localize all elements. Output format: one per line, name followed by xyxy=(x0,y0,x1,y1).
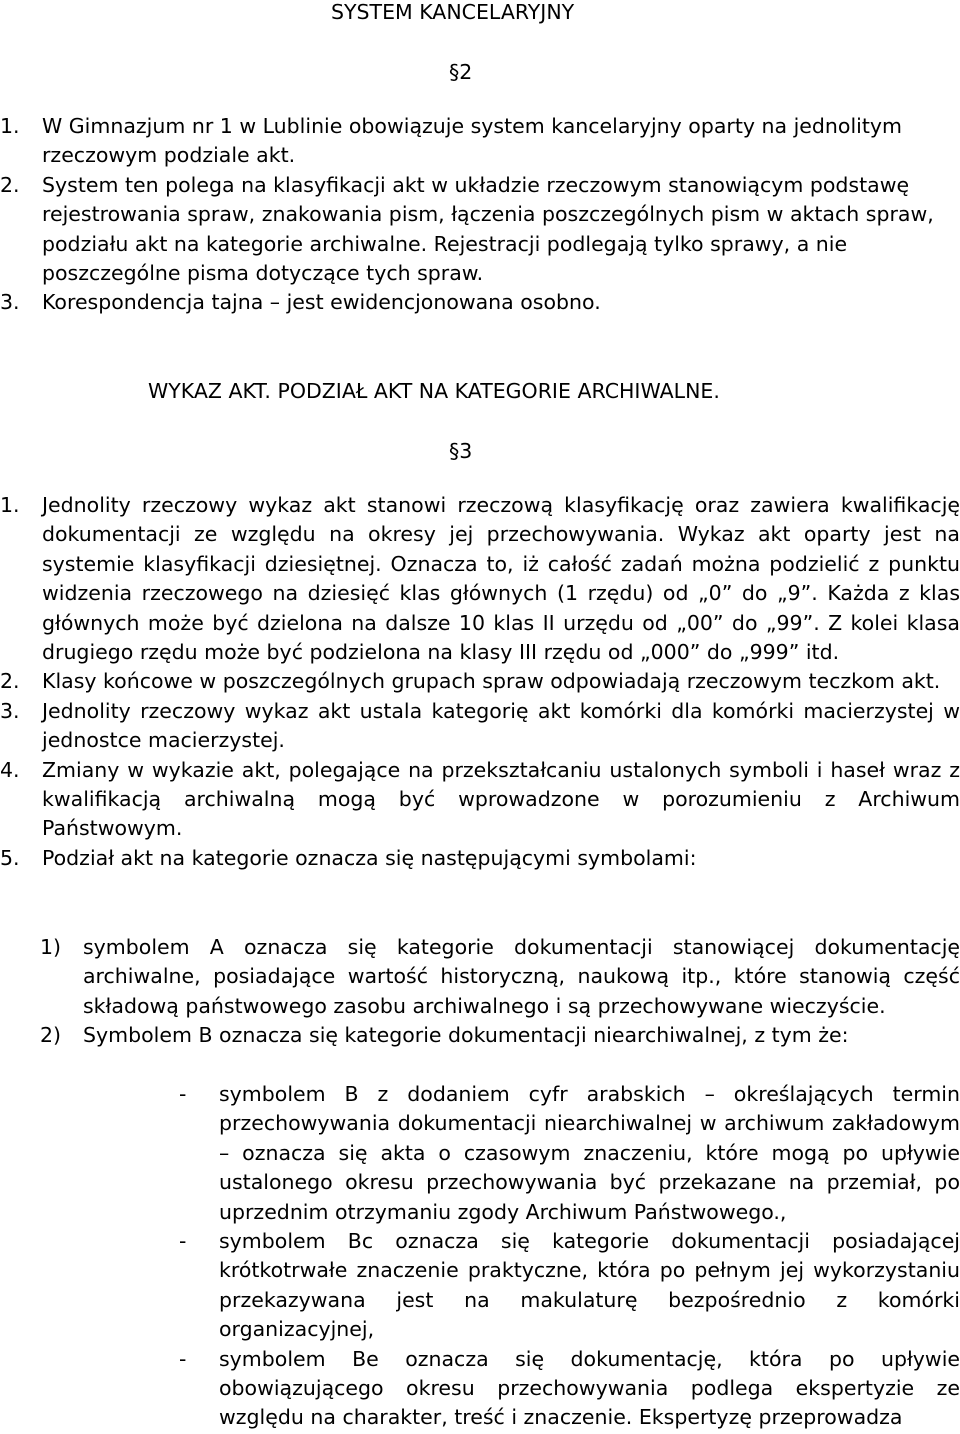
dash-item xyxy=(124,1345,960,1433)
list-item xyxy=(0,667,960,696)
item-text: Podział akt na kategorie oznacza się następującymi symbolami: xyxy=(42,845,697,870)
document-title: SYSTEM KANCELARYJNY xyxy=(331,0,575,24)
subitem-number: 1) xyxy=(40,935,62,959)
list-item xyxy=(0,171,960,289)
item-text: W Gimnazjum nr 1 w Lublinie obowiązuje system kancelaryjny oparty na jednolitym rzeczowym podziale akt. xyxy=(42,114,902,168)
list-item xyxy=(0,112,960,171)
subitem-text: Symbolem B oznacza się kategorie dokumentacji niearchiwalnej, z tym że: xyxy=(83,1023,849,1048)
wykaz-heading: WYKAZ AKT. PODZIAŁ AKT NA KATEGORIE ARCHIWALNE. xyxy=(148,379,720,403)
list-item xyxy=(0,288,960,317)
item-text: Jednolity rzeczowy wykaz akt ustala kategorię akt komórki dla komórki macierzystej w jednostce macierzystej. xyxy=(42,698,960,753)
list-item xyxy=(0,697,960,756)
sublist-item xyxy=(0,1021,960,1050)
item-number: 1. xyxy=(0,114,20,138)
symbol-sublist xyxy=(0,933,960,1051)
section-3-list xyxy=(0,491,960,873)
item-number: 5. xyxy=(0,845,20,870)
item-text: Klasy końcowe w poszczególnych grupach spraw odpowiadają rzeczowym teczkom akt. xyxy=(42,669,941,694)
item-number: 2. xyxy=(0,669,20,694)
item-number: 4. xyxy=(0,757,20,782)
item-number: 1. xyxy=(0,493,20,517)
item-text: Jednolity rzeczowy wykaz akt stanowi rzeczową klasyfikację oraz zawiera kwalifikację dokumentacji ze względu na okresy jej przechowywania. Wykaz akt oparty jest na systemie klasyfikacji dziesiętnej. Oznacza to, iż całość zadań można podzielić z punktu widzenia rzeczowego na dziesięć klas głównych (1 rzędu) od „0” do „9”. Każda z klas głównych może być dzielona na dalsze 10 klas II urzędu od „00” do „99”. Z kolei klasa drugiego rzędu może być podzielona na klasy III rzędu od „000” do „999” itd. xyxy=(42,493,960,665)
item-text: Zmiany w wykazie akt, polegające na przekształcaniu ustalonych symboli i haseł wraz z kwalifikacją archiwalną mogą być wprowadzone w porozumieniu z Archiwum Państwowym. xyxy=(42,757,960,841)
dash-text: symbolem Be oznacza się dokumentację, która po upływie obowiązującego okresu przechowywania podlega ekspertyzie ze względu na charakter, treść i znaczenie. Ekspertyzę przeprowadza xyxy=(219,1346,960,1430)
list-item xyxy=(0,491,960,667)
category-b-dash-list xyxy=(124,1080,960,1433)
subitem-text: symbolem A oznacza się kategorie dokumentacji stanowiącej dokumentację archiwalne, posiadające wartość historyczną, naukową itp., które stanowią część składową państwowego zasobu archiwalnego i są przechowywane wieczyście. xyxy=(83,935,960,1018)
dash-text: symbolem Bc oznacza się kategorie dokumentacji posiadającej krótkotrwałe znaczenie praktyczne, która po pełnym jej wykorzystaniu przekazywana jest na makulaturę bezpośrednio z komórki organizacyjnej, xyxy=(219,1229,960,1342)
dash-mark: - xyxy=(179,1346,187,1371)
dash-text: symbolem B z dodaniem cyfr arabskich – określających termin przechowywania dokumentacji niearchiwalnej w archiwum zakładowym – oznacza się akta o czasowym znaczeniu, które mogą po upływie ustalonego okresu przechowywania być przekazane na przemiał, po uprzednim otrzymaniu zgody Archiwum Państwowego., xyxy=(219,1082,960,1224)
subitem-number: 2) xyxy=(40,1023,62,1048)
list-item xyxy=(0,756,960,844)
section-3-marker: §3 xyxy=(449,439,473,463)
dash-mark: - xyxy=(179,1229,187,1254)
item-number: 2. xyxy=(0,172,20,197)
item-text: System ten polega na klasyfikacji akt w układzie rzeczowym stanowiącym podstawę rejestrowania spraw, znakowania pism, łączenia poszczególnych pism w aktach spraw, podziału akt na kategorie archiwalne. Rejestracji podlegają tylko sprawy, a nie poszczególne pisma dotyczące tych spraw. xyxy=(42,172,934,286)
item-number: 3. xyxy=(0,698,20,723)
dash-mark: - xyxy=(179,1082,187,1106)
list-item xyxy=(0,844,960,873)
section-2-list xyxy=(0,112,960,318)
section-2-marker: §2 xyxy=(449,60,473,84)
dash-item xyxy=(124,1227,960,1345)
dash-item xyxy=(124,1080,960,1227)
sublist-item xyxy=(0,933,960,1021)
item-text: Korespondencja tajna – jest ewidencjonowana osobno. xyxy=(42,290,601,315)
item-number: 3. xyxy=(0,290,20,315)
